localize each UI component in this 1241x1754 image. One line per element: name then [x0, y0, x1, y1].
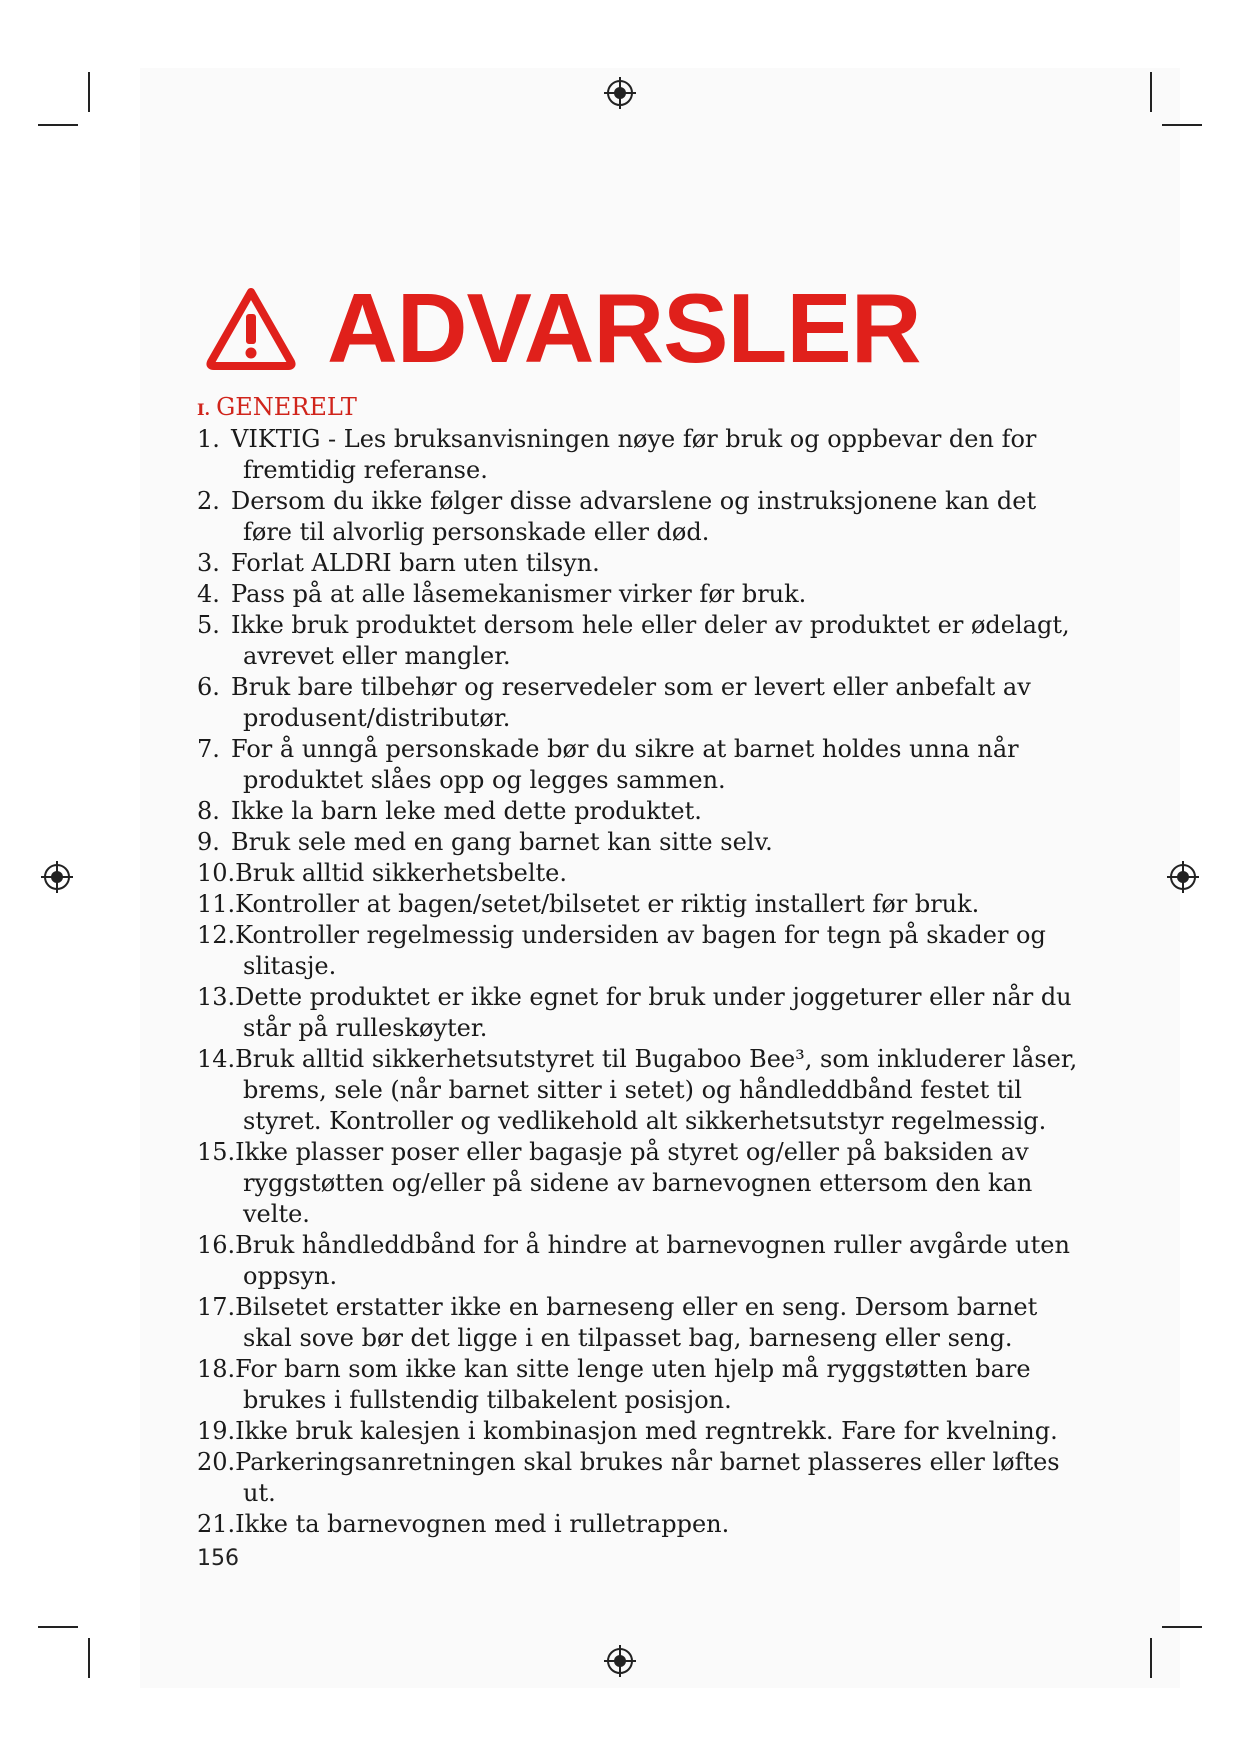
- item-number: 7.: [197, 735, 220, 763]
- item-number: 17.: [197, 1293, 236, 1321]
- item-number: 10.: [197, 859, 236, 887]
- item-number: 11.: [197, 890, 236, 918]
- item-text: Bruk sele med en gang barnet kan sitte selv.: [231, 828, 773, 856]
- item-text: Ikke bruk produktet dersom hele eller deler av produktet er ødelagt, avrevet eller mangler.: [231, 611, 1070, 670]
- list-item: [197, 1292, 1087, 1354]
- list-item: [197, 1354, 1087, 1416]
- item-number: 19.: [197, 1417, 236, 1445]
- item-text: For barn som ikke kan sitte lenge uten hjelp må ryggstøtten bare brukes i fullstendig tilbakelent posisjon.: [235, 1355, 1031, 1414]
- item-text: Bruk alltid sikkerhetsbelte.: [235, 859, 567, 887]
- item-text: Ikke bruk kalesjen i kombinasjon med regntrekk. Fare for kvelning.: [235, 1417, 1058, 1445]
- title-row: [205, 273, 921, 383]
- item-number: 8.: [197, 797, 220, 825]
- page-number: 156: [197, 1546, 239, 1571]
- list-item: [197, 858, 1087, 889]
- list-item: [197, 982, 1087, 1044]
- section-title: GENERELT: [216, 393, 357, 421]
- item-number: 21.: [197, 1510, 236, 1538]
- item-number: 15.: [197, 1138, 236, 1166]
- list-item: [197, 610, 1087, 672]
- item-number: 20.: [197, 1448, 236, 1476]
- crop-mark: [1162, 1626, 1202, 1628]
- list-item: [197, 1137, 1087, 1230]
- item-number: 13.: [197, 983, 236, 1011]
- crop-mark: [88, 72, 90, 112]
- item-number: 16.: [197, 1231, 236, 1259]
- list-item: [197, 1447, 1087, 1509]
- crop-mark: [1150, 1638, 1152, 1678]
- registration-mark-icon: [40, 860, 74, 894]
- list-item: [197, 889, 1087, 920]
- item-text: Kontroller regelmessig undersiden av bagen for tegn på skader og slitasje.: [235, 921, 1046, 980]
- page-title: ADVARSLER: [327, 273, 921, 383]
- list-item: [197, 486, 1087, 548]
- list-item: [197, 424, 1087, 486]
- registration-mark-icon: [1166, 860, 1200, 894]
- warnings-list: [197, 424, 1087, 1540]
- list-item: [197, 579, 1087, 610]
- list-item: [197, 827, 1087, 858]
- list-item: [197, 734, 1087, 796]
- crop-mark: [88, 1638, 90, 1678]
- crop-mark: [38, 124, 78, 126]
- item-text: Parkeringsanretningen skal brukes når barnet plasseres eller løftes ut.: [235, 1448, 1060, 1507]
- item-number: 14.: [197, 1045, 236, 1073]
- crop-mark: [1162, 124, 1202, 126]
- section-number: I.: [197, 400, 211, 419]
- item-text: Forlat ALDRI barn uten tilsyn.: [231, 549, 600, 577]
- item-text: Bruk bare tilbehør og reservedeler som er levert eller anbefalt av produsent/distributør.: [231, 673, 1031, 732]
- item-number: 2.: [197, 487, 220, 515]
- warning-triangle-icon: [205, 286, 297, 370]
- list-item: [197, 548, 1087, 579]
- item-text: Dersom du ikke følger disse advarslene og instruksjonene kan det føre til alvorlig personskade eller død.: [231, 487, 1037, 546]
- item-text: Ikke plasser poser eller bagasje på styret og/eller på baksiden av ryggstøtten og/eller på sidene av barnevognen ettersom den kan velte.: [235, 1138, 1033, 1228]
- list-item: [197, 920, 1087, 982]
- item-text: Kontroller at bagen/setet/bilsetet er riktig installert før bruk.: [235, 890, 980, 918]
- list-item: [197, 1044, 1087, 1137]
- item-text: Bruk alltid sikkerhetsutstyret til Bugaboo Bee³, som inkluderer låser, brems, sele (når barnet sitter i setet) og håndleddbånd festet til styret. Kontroller og vedlikehold alt sikkerhetsutstyr regelmessig.: [235, 1045, 1078, 1135]
- item-number: 3.: [197, 549, 220, 577]
- item-number: 9.: [197, 828, 220, 856]
- item-number: 6.: [197, 673, 220, 701]
- list-item: [197, 796, 1087, 827]
- item-number: 12.: [197, 921, 236, 949]
- item-text: For å unngå personskade bør du sikre at barnet holdes unna når produktet slåes opp og legges sammen.: [231, 735, 1019, 794]
- list-item: [197, 1416, 1087, 1447]
- item-text: Bilsetet erstatter ikke en barneseng eller en seng. Dersom barnet skal sove bør det ligge i en tilpasset bag, barneseng eller seng.: [235, 1293, 1038, 1352]
- list-item: [197, 1509, 1087, 1540]
- item-number: 4.: [197, 580, 220, 608]
- item-number: 1.: [197, 425, 220, 453]
- crop-mark: [1150, 72, 1152, 112]
- item-text: Ikke ta barnevognen med i rulletrappen.: [235, 1510, 730, 1538]
- item-text: Bruk håndleddbånd for å hindre at barnevognen ruller avgårde uten oppsyn.: [235, 1231, 1070, 1290]
- crop-mark: [38, 1626, 78, 1628]
- list-item: [197, 1230, 1087, 1292]
- registration-mark-icon: [603, 76, 637, 110]
- item-text: VIKTIG - Les bruksanvisningen nøye før bruk og oppbevar den for fremtidig referanse.: [231, 425, 1037, 484]
- registration-mark-icon: [603, 1644, 637, 1678]
- item-number: 5.: [197, 611, 220, 639]
- section-heading: [197, 392, 357, 425]
- item-number: 18.: [197, 1355, 236, 1383]
- list-item: [197, 672, 1087, 734]
- item-text: Dette produktet er ikke egnet for bruk under joggeturer eller når du står på rulleskøyter.: [235, 983, 1072, 1042]
- item-text: Pass på at alle låsemekanismer virker før bruk.: [231, 580, 807, 608]
- item-text: Ikke la barn leke med dette produktet.: [231, 797, 702, 825]
